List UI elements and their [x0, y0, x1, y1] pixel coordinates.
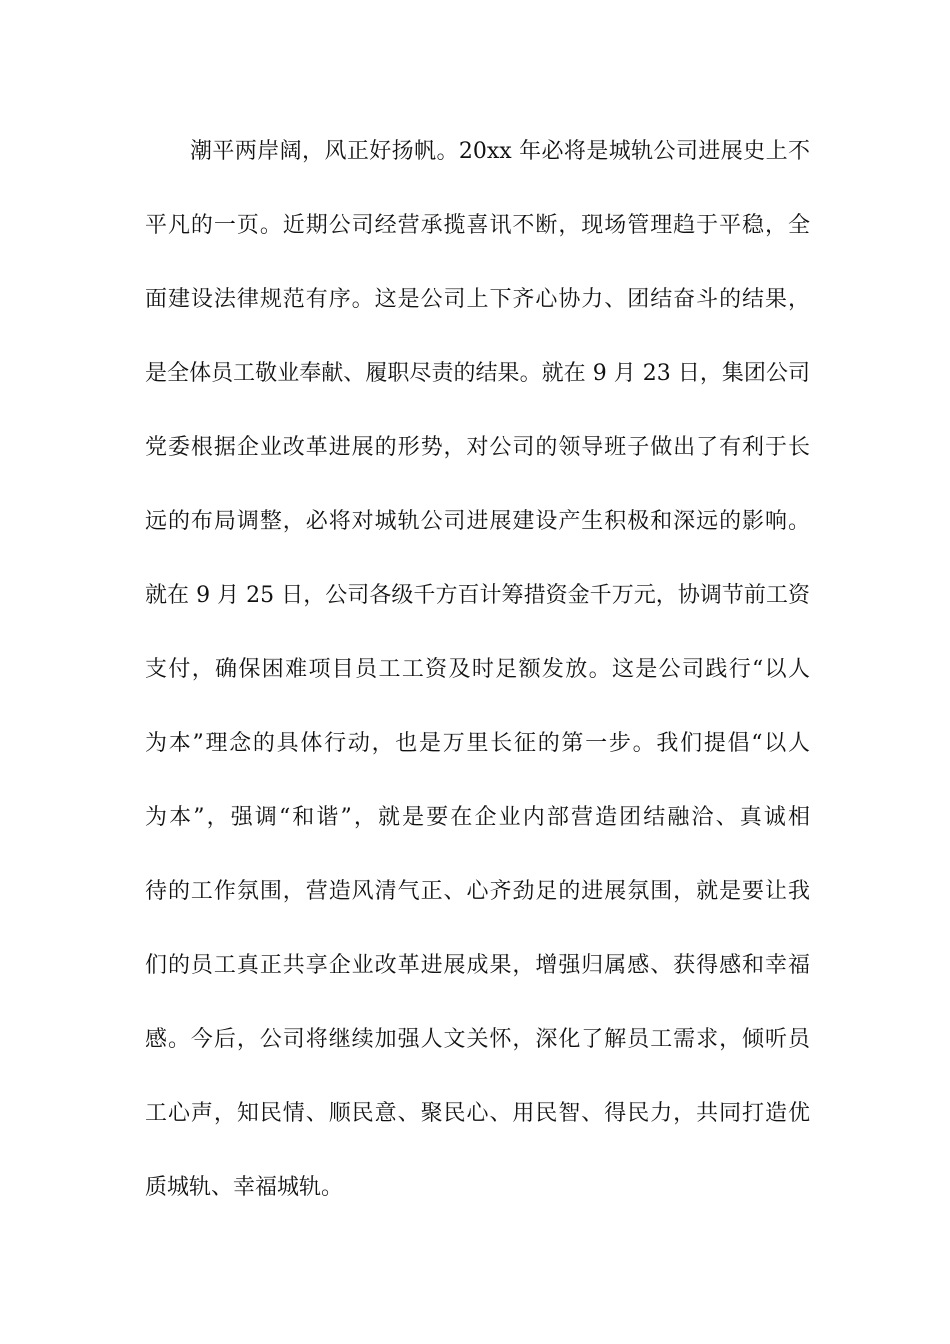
paragraph-line: 待的工作氛围，营造风清气正、心齐劲足的进展氛围，就是要让我 [145, 879, 810, 904]
paragraph-line: 为本”，强调“和谐”，就是要在企业内部营造团结融洽、真诚相 [145, 805, 810, 830]
paragraph-line: 感。今后，公司将继续加强人文关怀，深化了解员工需求，倾听员 [145, 1027, 810, 1052]
paragraph-line: 潮平两岸阔，风正好扬帆。20xx 年必将是城轨公司进展史上不 [190, 139, 810, 164]
paragraph-line: 就在 9 月 25 日，公司各级千方百计筹措资金千万元，协调节前工资 [145, 583, 810, 608]
paragraph-line: 们的员工真正共享企业改革进展成果，增强归属感、获得感和幸福 [145, 953, 810, 978]
paragraph-line: 平凡的一页。近期公司经营承揽喜讯不断，现场管理趋于平稳，全 [145, 213, 810, 238]
paragraph-line: 远的布局调整，必将对城轨公司进展建设产生积极和深远的影响。 [145, 509, 810, 534]
paragraph-line: 是全体员工敬业奉献、履职尽责的结果。就在 9 月 23 日，集团公司 [145, 361, 810, 386]
paragraph-line: 工心声，知民情、顺民意、聚民心、用民智、得民力，共同打造优 [145, 1101, 810, 1126]
paragraph-line: 支付，确保困难项目员工工资及时足额发放。这是公司践行“以人 [145, 657, 810, 682]
paragraph-line: 面建设法律规范有序。这是公司上下齐心协力、团结奋斗的结果， [145, 287, 810, 312]
paragraph-line: 为本”理念的具体行动，也是万里长征的第一步。我们提倡“以人 [145, 731, 810, 756]
paragraph-line: 党委根据企业改革进展的形势，对公司的领导班子做出了有利于长 [145, 435, 810, 460]
paragraph-line: 质城轨、幸福城轨。 [145, 1175, 344, 1200]
